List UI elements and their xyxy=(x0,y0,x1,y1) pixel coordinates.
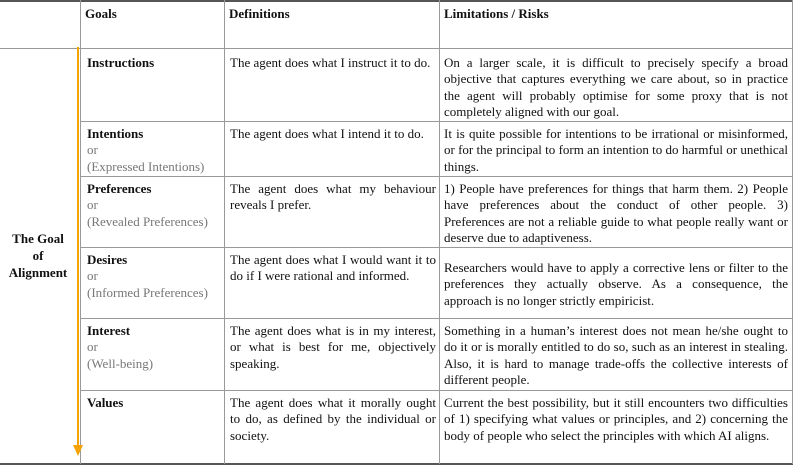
goal-alt-label: (Informed Preferences) xyxy=(87,284,208,300)
risk-cell: It is quite possible for intentions to be irrational or misinformed, or for the principal to form an intention to do harmful or unethical things. xyxy=(444,126,788,174)
goal-cell xyxy=(87,252,222,301)
goal-cell xyxy=(87,323,222,372)
column-divider xyxy=(224,0,225,464)
risk-cell: Current the best possibility, but it still encounters two difficulties of 1) specifying what values or principles, and 2) concerning the body of people who select the principles with which AI aligns. xyxy=(444,395,788,443)
down-arrow-icon xyxy=(73,445,83,456)
goal-cell xyxy=(87,55,222,71)
header-definitions: Definitions xyxy=(229,6,290,21)
goal-cell xyxy=(87,395,222,411)
header-limitations: Limitations / Risks xyxy=(444,6,549,21)
definition-cell: The agent does what I intend it to do. xyxy=(230,126,424,141)
header-goals: Goals xyxy=(85,6,117,21)
goal-or-label: or xyxy=(87,339,98,355)
definition-cell: The agent does what I instruct it to do. xyxy=(230,55,431,70)
column-divider xyxy=(80,0,81,464)
goal-alt-label: (Expressed Intentions) xyxy=(87,158,205,174)
goal-name: Interest xyxy=(87,323,131,338)
risk-cell: Something in a human’s interest does not mean he/she ought to do it or is morally entitled to do so, such as an interest in stealing. Also, it is hard to manage trade-offs the collective interests of different people. xyxy=(444,323,788,388)
row-group-label-line: The Goal xyxy=(12,231,64,246)
goal-or-label: or xyxy=(87,142,98,158)
alignment-arrow-shaft xyxy=(77,47,79,445)
row-group-label-line: Alignment xyxy=(8,265,68,280)
column-divider xyxy=(439,0,440,464)
definition-cell: The agent does what I would want it to do if I were rational and informed. xyxy=(230,252,436,284)
table-top-rule xyxy=(0,0,793,2)
goal-cell xyxy=(87,181,222,230)
goal-or-label: or xyxy=(87,268,98,284)
goal-name: Preferences xyxy=(87,181,152,196)
goal-cell xyxy=(87,126,222,175)
goal-name: Values xyxy=(87,395,124,410)
row-divider xyxy=(80,176,793,177)
goal-or-label: or xyxy=(87,197,98,213)
risk-cell: 1) People have preferences for things that harm them. 2) People have preferences about the conduct of other people. 3) Preferences are not a reliable guide to what people really want or deserve due to adaptiveness. xyxy=(444,181,788,246)
definition-cell: The agent does what my behaviour reveals I prefer. xyxy=(230,181,436,213)
risk-cell: Researchers would have to apply a corrective lens or filter to the preferences they actually observe. As a consequence, the approach is no longer strictly empiricist. xyxy=(444,260,788,308)
goal-name: Desires xyxy=(87,252,128,267)
header-bottom-rule xyxy=(0,48,793,49)
table-bottom-rule xyxy=(0,463,793,465)
row-divider xyxy=(80,247,793,248)
goal-name: Intentions xyxy=(87,126,144,141)
goal-name: Instructions xyxy=(87,55,155,70)
goal-alt-label: (Well-being) xyxy=(87,355,154,371)
row-divider xyxy=(80,318,793,319)
risk-cell: On a larger scale, it is difficult to precisely specify a broad objective that captures everything we care about, so in practice the agent will probably optimise for some proxy that is not completely aligned with our goal. xyxy=(444,55,788,120)
definition-cell: The agent does what it morally ought to do, as defined by the individual or society. xyxy=(230,395,436,443)
goal-alt-label: (Revealed Preferences) xyxy=(87,213,208,229)
definition-cell: The agent does what is in my interest, or what is best for me, objectively speaking. xyxy=(230,323,436,371)
row-divider xyxy=(80,121,793,122)
row-divider xyxy=(80,390,793,391)
row-group-label xyxy=(6,230,70,281)
row-group-label-line: of xyxy=(32,248,44,263)
